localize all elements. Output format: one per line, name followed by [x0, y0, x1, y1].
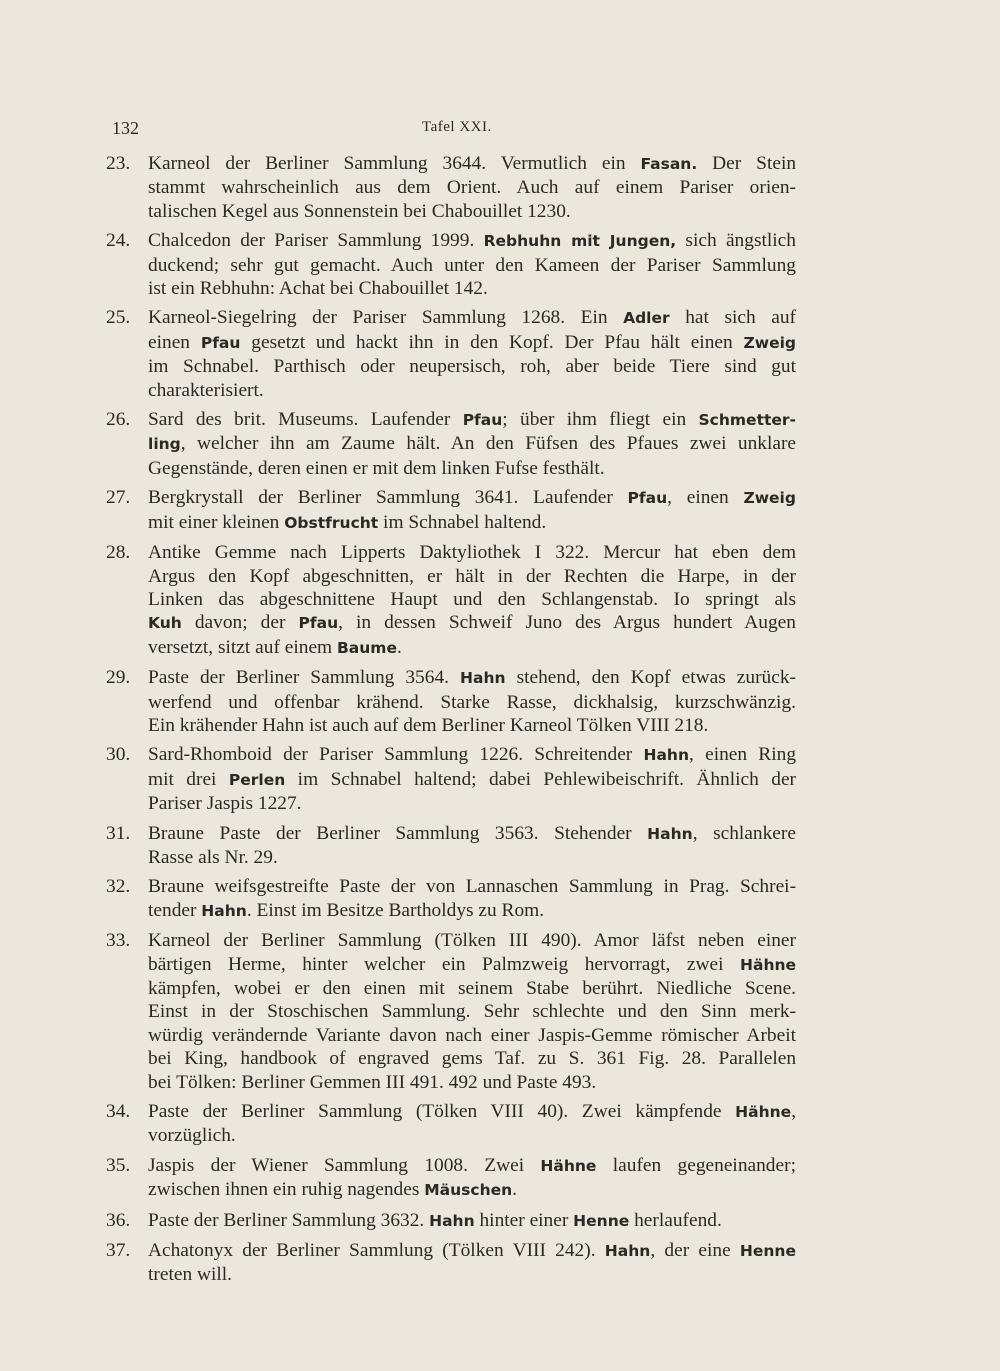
- text-run: Argus den Kopf abgeschnitten, er hält in der Rechten die Harpe, in der: [148, 565, 796, 587]
- text-run: im Schnabel. Parthisch oder neupersisch, roh, aber beide Tiere sind gut: [148, 356, 796, 378]
- text-run: Paste der Berliner Sammlung 3632.: [148, 1209, 430, 1231]
- text-run: werfend und offenbar krähend. Starke Rasse, dickhalsig, kurzschwänzig.: [148, 691, 796, 713]
- entry-number: 27.: [106, 487, 131, 509]
- text-run: vorzüglich.: [148, 1125, 236, 1147]
- catalogue-entry: [106, 1239, 796, 1287]
- text-run: versetzt, sitzt auf einem: [148, 636, 337, 658]
- page-header: [112, 118, 790, 144]
- entry-line: [148, 636, 796, 660]
- entry-line: [148, 541, 796, 564]
- entry-line: [148, 846, 796, 869]
- text-run: gesetzt und hackt ihn in den Kopf. Der Pfau hält einen: [240, 331, 744, 353]
- text-run: Braune Paste der Berliner Sammlung 3563. Stehender: [148, 822, 648, 844]
- entry-number: 24.: [106, 230, 131, 252]
- highlighted-term: Pfau: [200, 333, 241, 352]
- text-run: stehend, den Kopf etwas zurück-: [505, 667, 796, 689]
- highlighted-term: Hahn: [201, 901, 247, 920]
- highlighted-term: Fasan.: [640, 155, 698, 173]
- entry-line: [148, 768, 796, 792]
- entry-line: [148, 929, 796, 952]
- text-run: bei King, handbook of engraved gems Taf. zu S. 361 Fig. 28. Parallelen: [148, 1048, 797, 1070]
- text-run: Karneol der Berliner Sammlung (Tölken III 490). Amor läfst neben einer: [148, 930, 796, 952]
- entry-line: [148, 254, 796, 277]
- running-title: Tafel XXI.: [422, 119, 492, 135]
- text-run: mit einer kleinen: [148, 511, 285, 533]
- text-run: tender: [148, 899, 202, 921]
- highlighted-term: Zweig: [743, 489, 796, 508]
- text-run: sich ängstlich: [676, 230, 796, 252]
- entry-line: [148, 691, 796, 714]
- entry-line: [148, 457, 796, 480]
- entry-line: [148, 200, 796, 223]
- text-run: zwischen ihnen ein ruhig nagendes: [148, 1179, 425, 1201]
- text-run: kämpfen, wobei er den einen mit seinem Stabe berührt. Niedliche Scene.: [148, 978, 797, 999]
- highlighted-term: Hahn: [429, 1211, 475, 1230]
- catalogue-entry: [106, 666, 796, 737]
- entry-line: [148, 432, 796, 456]
- entry-line: [148, 1071, 796, 1094]
- catalogue-entry: [106, 822, 796, 870]
- catalogue-entry: [106, 1154, 796, 1203]
- entry-line: [148, 1209, 796, 1233]
- highlighted-term: Obstfrucht: [284, 513, 379, 532]
- entry-line: [148, 1000, 796, 1023]
- catalogue-entry: [106, 929, 796, 1094]
- entry-line: [148, 511, 796, 535]
- highlighted-term: Hahn: [604, 1242, 651, 1261]
- entry-line: [148, 1024, 796, 1047]
- text-run: . Einst im Besitze Bartholdys zu Rom.: [246, 899, 545, 921]
- entry-line: [148, 953, 796, 977]
- entry-line: [148, 331, 796, 355]
- text-run: mit drei: [148, 768, 229, 790]
- catalogue-entry: [106, 743, 796, 815]
- entry-number: 33.: [106, 930, 131, 952]
- entry-line: [148, 229, 796, 253]
- text-run: herlaufend.: [629, 1209, 722, 1231]
- entry-line: [148, 666, 796, 690]
- highlighted-term: Pfau: [627, 489, 668, 508]
- text-run: treten will.: [148, 1264, 233, 1286]
- entry-number: 31.: [106, 822, 131, 844]
- highlighted-term: Henne: [573, 1211, 630, 1230]
- entry-number: 28.: [106, 542, 131, 564]
- text-run: hinter einer: [474, 1209, 574, 1231]
- text-run: , in dessen Schweif Juno des Argus hundert Augen: [338, 612, 796, 634]
- highlighted-term: Adler: [623, 309, 670, 328]
- text-run: Der Stein: [697, 153, 797, 174]
- text-run: .: [396, 636, 402, 658]
- entry-line: [148, 277, 796, 300]
- entry-line: [148, 408, 796, 432]
- text-run: Rasse als Nr. 29.: [148, 846, 278, 868]
- catalogue-entry: [106, 408, 796, 480]
- highlighted-term: Hähne: [735, 1103, 792, 1122]
- text-run: Paste der Berliner Sammlung (Tölken VIII 40). Zwei kämpfende: [148, 1101, 736, 1123]
- entry-line: [148, 379, 796, 402]
- highlighted-term: Hähne: [740, 955, 797, 974]
- highlighted-term: Hahn: [647, 824, 693, 843]
- highlighted-term: Mäuschen: [424, 1181, 513, 1200]
- entry-line: [148, 822, 796, 846]
- entry-line: [148, 176, 796, 199]
- text-run: bärtigen Herme, hinter welcher ein Palmzweig hervorragt, zwei: [148, 953, 741, 975]
- highlighted-term: ling: [148, 435, 181, 454]
- text-run: Jaspis der Wiener Sammlung 1008. Zwei: [148, 1154, 541, 1176]
- text-run: Antike Gemme nach Lipperts Daktyliothek I 322. Mercur hat eben dem: [148, 542, 797, 564]
- entry-line: [148, 1263, 796, 1286]
- entry-line: [148, 588, 796, 611]
- highlighted-term: Schmetter-: [698, 411, 796, 430]
- entry-number: 30.: [106, 744, 131, 766]
- highlighted-term: Henne: [739, 1242, 796, 1261]
- text-run: Bergkrystall der Berliner Sammlung 3641. Laufender: [148, 487, 628, 509]
- text-run: Karneol der Berliner Sammlung 3644. Vermutlich ein: [148, 153, 641, 174]
- text-run: einen: [148, 331, 201, 353]
- text-run: , welcher ihn am Zaume hält. An den Füfsen des Pfaues zwei unklare: [180, 433, 797, 455]
- text-run: , einen Ring: [689, 744, 797, 766]
- entry-number: 26.: [106, 409, 131, 431]
- text-run: Paste der Berliner Sammlung 3564.: [148, 667, 461, 689]
- entry-line: [148, 611, 796, 635]
- entry-number: 36.: [106, 1209, 131, 1231]
- entry-line: [148, 899, 796, 923]
- text-run: stammt wahrscheinlich aus dem Orient. Auch auf einem Pariser orien-: [148, 177, 796, 199]
- entry-number: 37.: [106, 1240, 131, 1262]
- text-run: hat sich auf: [669, 307, 796, 329]
- entry-line: [148, 1100, 796, 1124]
- highlighted-term: Perlen: [228, 770, 286, 789]
- entry-number: 25.: [106, 307, 131, 329]
- text-run: charakterisiert.: [148, 379, 264, 401]
- text-run: , schlankere: [692, 822, 796, 844]
- text-run: , einen: [667, 487, 744, 509]
- text-run: ; über ihm fliegt ein: [502, 409, 699, 431]
- catalogue-entry: [106, 1209, 796, 1233]
- text-run: davon; der: [181, 612, 299, 634]
- entry-line: [148, 306, 796, 330]
- text-run: laufen gegeneinander;: [596, 1154, 796, 1176]
- text-run: Einst in der Stoschischen Sammlung. Sehr schlechte und den Sinn merk-: [148, 1001, 797, 1023]
- text-run: Sard-Rhomboid der Pariser Sammlung 1226. Schreitender: [148, 744, 644, 766]
- text-run: Gegenstände, deren einen er mit dem linken Fufse festhält.: [148, 457, 605, 479]
- entry-number: 29.: [106, 667, 131, 689]
- entry-number: 32.: [106, 876, 131, 898]
- entry-line: [148, 355, 796, 378]
- entry-line: [148, 152, 796, 176]
- text-run: .: [512, 1179, 518, 1201]
- text-run: Linken das abgeschnittene Haupt und den Schlangenstab. Io springt als: [148, 588, 796, 610]
- catalogue-entries: [106, 152, 796, 1293]
- highlighted-term: Pfau: [462, 411, 503, 430]
- catalogue-entry: [106, 486, 796, 535]
- entry-number: 35.: [106, 1154, 131, 1176]
- entry-number: 34.: [106, 1101, 131, 1123]
- entry-line: [148, 743, 796, 767]
- text-run: duckend; sehr gut gemacht. Auch unter den Kameen der Pariser Sammlung: [148, 254, 796, 276]
- catalogue-entry: [106, 875, 796, 923]
- entry-line: [148, 714, 796, 737]
- entry-line: [148, 565, 796, 588]
- page-number: 132: [112, 118, 139, 138]
- catalogue-entry: [106, 152, 796, 223]
- catalogue-entry: [106, 541, 796, 660]
- text-run: würdig verändernde Variante davon nach einer Jaspis-Gemme römischer Arbeit: [148, 1024, 796, 1046]
- entry-line: [148, 1124, 796, 1147]
- text-run: bei Tölken: Berliner Gemmen III 491. 492 und Paste 493.: [148, 1071, 597, 1093]
- highlighted-term: Hahn: [460, 669, 506, 688]
- entry-line: [148, 1239, 796, 1263]
- entry-line: [148, 1154, 796, 1178]
- highlighted-term: Kuh: [148, 614, 182, 633]
- text-run: Ein krähender Hahn ist auch auf dem Berliner Karneol Tölken VIII 218.: [148, 714, 709, 736]
- entry-line: [148, 875, 796, 898]
- catalogue-entry: [106, 1100, 796, 1148]
- text-run: ,: [791, 1101, 797, 1123]
- text-run: im Schnabel haltend.: [378, 511, 547, 533]
- text-run: ist ein Rebhuhn: Achat bei Chabouillet 142.: [148, 278, 488, 300]
- text-run: Karneol-Siegelring der Pariser Sammlung 1268. Ein: [148, 307, 624, 329]
- text-run: Chalcedon der Pariser Sammlung 1999.: [148, 230, 484, 252]
- text-run: Braune weifsgestreifte Paste der von Lannaschen Sammlung in Prag. Schrei-: [148, 876, 797, 898]
- highlighted-term: Zweig: [743, 333, 797, 352]
- text-run: Achatonyx der Berliner Sammlung (Tölken VIII 242).: [148, 1240, 605, 1262]
- text-run: Sard des brit. Museums. Laufender: [148, 409, 463, 431]
- highlighted-term: Pfau: [298, 614, 339, 633]
- highlighted-term: Baume: [336, 638, 397, 657]
- catalogue-entry: [106, 229, 796, 300]
- entry-line: [148, 486, 796, 510]
- text-run: Pariser Jaspis 1227.: [148, 793, 302, 815]
- text-run: im Schnabel haltend; dabei Pehlewibeischrift. Ähnlich der: [285, 768, 797, 790]
- highlighted-term: Rebhuhn mit Jungen,: [483, 232, 677, 251]
- highlighted-term: Hahn: [643, 746, 690, 765]
- entry-line: [148, 1178, 796, 1202]
- entry-line: [148, 1047, 796, 1070]
- entry-line: [148, 977, 796, 1000]
- entry-number: 23.: [106, 153, 131, 174]
- text-run: , der eine: [650, 1240, 740, 1262]
- highlighted-term: Hähne: [540, 1156, 597, 1175]
- entry-line: [148, 792, 796, 815]
- text-run: talischen Kegel aus Sonnenstein bei Chabouillet 1230.: [148, 200, 571, 222]
- catalogue-entry: [106, 306, 796, 402]
